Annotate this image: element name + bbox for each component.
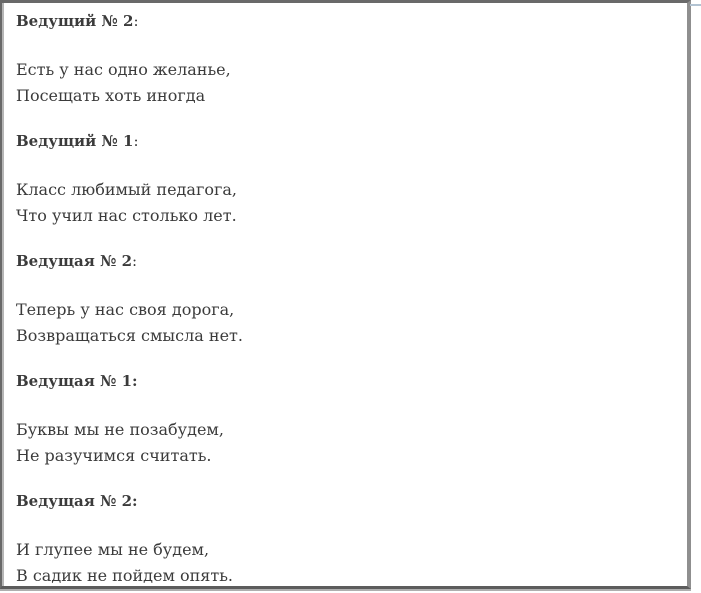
verse-line: Буквы мы не позабудем, xyxy=(16,420,224,439)
verse-line: Теперь у нас своя дорога, xyxy=(16,300,235,319)
speaker-heading xyxy=(16,8,677,34)
speaker-name: Ведущая № 2: xyxy=(16,492,138,510)
speaker-name: Ведущий № 1 xyxy=(16,132,134,150)
verse-line: И глупее мы не будем, xyxy=(16,540,210,559)
table-gridline xyxy=(690,4,701,6)
verse-line: Возвращаться смысла нет. xyxy=(16,326,243,345)
speaker-heading xyxy=(16,488,677,514)
verse-line: Что учил нас столько лет. xyxy=(16,206,237,225)
speaker-name: Ведущая № 1: xyxy=(16,372,138,390)
speaker-heading xyxy=(16,368,677,394)
verse-line: Есть у нас одно желанье, xyxy=(16,60,231,79)
dialogue-section xyxy=(16,128,677,229)
speaker-heading xyxy=(16,248,677,274)
verse-line: Посещать хоть иногда xyxy=(16,86,206,105)
verse-line: Класс любимый педагога, xyxy=(16,180,237,199)
speaker-colon: : xyxy=(133,132,139,150)
speaker-name: Ведущая № 2 xyxy=(16,252,133,270)
dialogue-section xyxy=(16,8,677,109)
verse-line: Не разучимся считать. xyxy=(16,446,212,465)
speaker-name: Ведущий № 2 xyxy=(16,12,134,30)
dialogue-section xyxy=(16,488,677,589)
verse-line: В садик не пойдем опять. xyxy=(16,566,234,585)
speaker-colon: : xyxy=(133,12,139,30)
speaker-colon: : xyxy=(132,252,138,270)
dialogue-section xyxy=(16,248,677,349)
speaker-heading xyxy=(16,128,677,154)
dialogue-section xyxy=(16,368,677,469)
